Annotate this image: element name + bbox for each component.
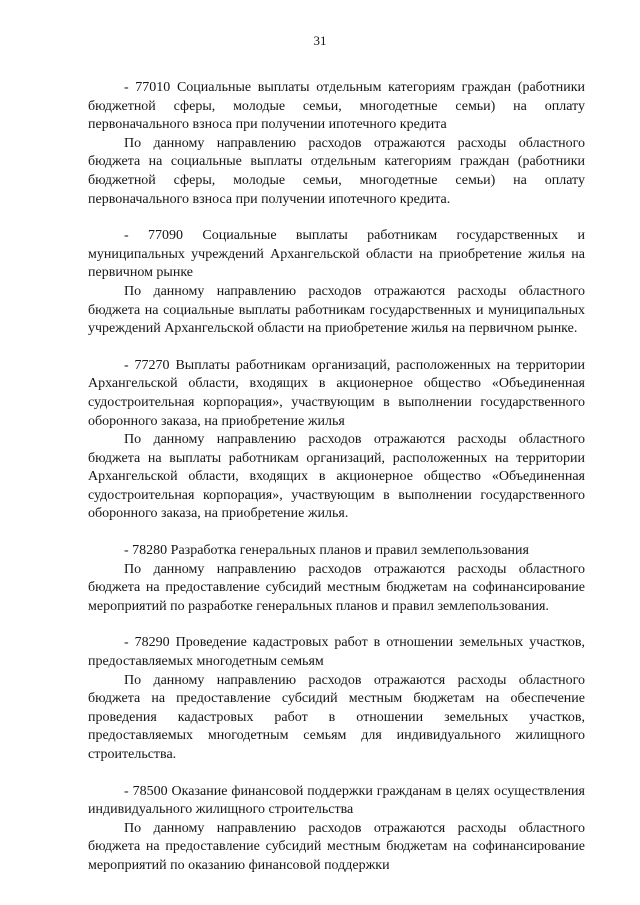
entry-body: По данному направлению расходов отражаются расходы областного бюджета на предоставление субсидий местным бюджетам на софинансирование мероприятий по оказанию финансовой поддержки [88, 820, 585, 873]
entry-body: По данному направлению расходов отражаются расходы областного бюджета на социальные выплаты отдельным категориям граждан (работники бюджетной сферы, молодые семьи, многодетные семьи) на оплату первоначального взноса при получении ипотечного кредита. [88, 135, 585, 207]
entry-heading: - 77010 Социальные выплаты отдельным категориям граждан (работники бюджетной сферы, молодые семьи, многодетные семьи) на оплату первоначального взноса при получении ипотечного кредита [88, 80, 585, 133]
entry-heading: - 77270 Выплаты работникам организаций, расположенных на территории Архангельской области, входящих в акционерное общество «Объединенная судостроительная корпорация», участвующим в выполнении государственного оборонного заказа, на приобретение жилья [88, 357, 585, 429]
entry-body: По данному направлению расходов отражаются расходы областного бюджета на социальные выплаты работникам государственных и муниципальных учреждений Архангельской области на приобретение жилья на первичном рынке. [88, 283, 585, 337]
entry-heading: - 78280 Разработка генеральных планов и правил землепользования [124, 543, 529, 559]
entry-heading: - 77090 Социальные выплаты работникам государственных и муниципальных учреждений Архангельской области на приобретение жилья на первичном рынке [88, 228, 585, 281]
budget-entry-77090 [88, 227, 585, 339]
document-body [88, 79, 585, 894]
entry-heading: - 78500 Оказание финансовой поддержки гражданам в целях осуществления индивидуального жилищного строительства [88, 783, 585, 818]
entry-body: По данному направлению расходов отражаются расходы областного бюджета на предоставление субсидий местным бюджетам на софинансирование мероприятий по разработке генеральных планов и правил землепользования. [88, 561, 585, 614]
entry-heading: - 78290 Проведение кадастровых работ в отношении земельных участков, предоставляемых многодетным семьям [88, 635, 585, 670]
entry-body: По данному направлению расходов отражаются расходы областного бюджета на предоставление субсидий местным бюджетам на обеспечение проведения кадастровых работ в отношении земельных участков, предоставляемых многодетным семьям для индивидуального жилищного строительства. [88, 672, 585, 762]
budget-entry-78280 [88, 542, 585, 616]
budget-entry-77270 [88, 357, 585, 524]
budget-entry-77010 [88, 79, 585, 209]
entry-body: По данному направлению расходов отражаются расходы областного бюджета на выплаты работникам организаций, расположенных на территории Архангельской области, входящих в акционерное общество «Объединенная судостроительная корпорация», участвующим в выполнении государственного оборонного заказа, на приобретение жилья. [88, 432, 585, 522]
budget-entry-78290 [88, 634, 585, 764]
budget-entry-78500 [88, 783, 585, 876]
page-number: 31 [313, 33, 327, 48]
